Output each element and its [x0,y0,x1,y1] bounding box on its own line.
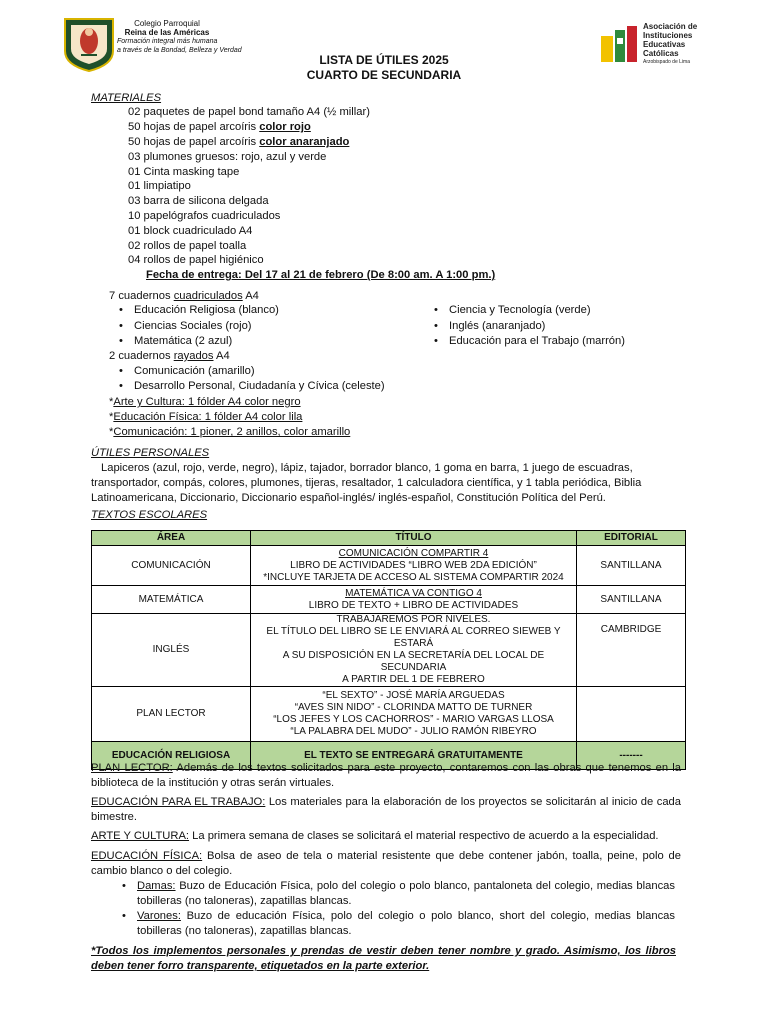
list-item: 02 paquetes de papel bond tamaño A4 (½ millar) [128,106,370,118]
school-name-line: Reina de las Américas [124,28,210,37]
cuadernos-rayados: 2 cuadernos rayados A4 [109,350,230,362]
title-cell: MATEMÁTICA VA CONTIGO 4 LIBRO DE TEXTO + LIBRO DE ACTIVIDADES [251,586,577,614]
list-item: • Desarrollo Personal, Ciudadanía y Cívica (celeste) [134,379,385,394]
area-cell: EDUCACIÓN RELIGIOSA [92,742,251,770]
editorial-cell: ------- [577,742,686,770]
list-item: 50 hojas de papel arcoíris color rojo [128,121,311,133]
note-varones: • Varones: Buzo de educación Física, polo del colegio o polo blanco, short del colegio, medias blancas tobilleras (no taloneras), zapatillas blancas. [137,909,675,939]
table-header-row [92,531,686,546]
association-logo [601,22,709,66]
title-cell: EL TEXTO SE ENTREGARÁ GRATUITAMENTE [251,742,577,770]
association-mark-icon [601,26,639,64]
column-header: ÁREA [92,531,251,546]
assoc-line: Católicas [643,49,679,58]
list-item: 01 block cuadriculado A4 [128,225,253,237]
note-damas: • Damas: Buzo de Educación Física, polo del colegio o polo blanco, pantaloneta del colegio, medias blancas tobilleras (no taloneras), zapatillas blancas. [137,879,675,909]
note-fisica: EDUCACIÓN FÍSICA: Bolsa de aseo de tela o material resistente que debe contener jabón, toalla, peine, polo de cambio blanco o del colegio. [91,850,682,877]
list-item: • Ciencia y Tecnología (verde) [449,303,591,318]
personales-line: transportador, compás, colores, plumones, tijeras, resaltador, 1 calculadora científica, y 1 tabla periódica, Biblia [91,477,642,489]
list-item: 10 papelógrafos cuadriculados [128,210,281,222]
title-cell: COMUNICACIÓN COMPARTIR 4 LIBRO DE ACTIVIDADES “LIBRO WEB 2DA EDICIÓN” *INCLUYE TARJETA DE ACCESO AL SISTEMA COMPARTIR 2024 [251,546,577,586]
list-item: 03 plumones gruesos: rojo, azul y verde [128,151,327,163]
textbooks-table [91,530,686,770]
folder-note: *Comunicación: 1 pioner, 2 anillos, color amarillo [109,426,351,438]
personales-heading: ÚTILES PERSONALES [91,447,210,459]
list-item: 50 hojas de papel arcoíris color anaranjado [128,136,350,148]
assoc-line: Instituciones [643,31,693,40]
title-cell: TRABAJAREMOS POR NIVELES. EL TÍTULO DEL LIBRO SE LE ENVIARÁ AL CORREO SIEWEB Y ESTARÁ A SU DISPOSICIÓN EN LA SECRETARÍA DEL LOCAL DE SECUNDARIA A PARTIR DEL 1 DE FEBRERO [251,614,577,687]
area-cell: INGLÉS [92,614,251,687]
list-item: • Ciencias Sociales (rojo) [134,319,252,334]
list-item: 04 rollos de papel higiénico [128,254,264,266]
table-row [92,546,686,586]
folder-note: *Arte y Cultura: 1 fólder A4 color negro [109,396,301,408]
list-item: 01 limpiatipo [128,180,191,192]
note-trabajo: EDUCACIÓN PARA EL TRABAJO: Los materiales para la elaboración de los proyectos se solicitarán al inicio de cada bimestre. [91,796,681,823]
list-item: • Inglés (anaranjado) [449,319,545,334]
assoc-line: Educativas [643,40,686,49]
editorial-cell [577,687,686,742]
list-item: 01 Cinta masking tape [128,166,240,178]
list-item: 02 rollos de papel toalla [128,240,247,252]
list-item: • Educación Religiosa (blanco) [134,303,279,318]
list-item: • Educación para el Trabajo (marrón) [449,334,625,349]
note-plan-lector: PLAN LECTOR: Además de los textos solicitados para este proyecto, contaremos con las obras que tenemos en la biblioteca de la institución y otras serán virtuales. [91,762,681,789]
column-header: TÍTULO [251,531,577,546]
school-motto: Formación integral más humana [117,38,218,45]
delivery-date: Fecha de entrega: Del 17 al 21 de febrero (De 8:00 am. A 1:00 pm.) [146,269,496,281]
assoc-line: Asociación de [643,22,698,31]
personales-line: Latinoamericana, Diccionario, Diccionario español-inglés/ inglés-español, Constitución Política del Perú. [91,492,606,504]
assoc-line: Arzobispado de Lima [643,59,690,65]
editorial-cell: SANTILLANA [577,586,686,614]
area-cell: PLAN LECTOR [92,687,251,742]
materiales-heading: MATERIALES [91,92,162,104]
title-line-1: LISTA DE ÚTILES 2025 [319,53,449,67]
cuadernos-cuadriculados: 7 cuadernos cuadriculados A4 [109,290,259,302]
table-row [92,586,686,614]
school-motto: a través de la Bondad, Belleza y Verdad [117,47,242,54]
list-item: 03 barra de silicona delgada [128,195,269,207]
column-header: EDITORIAL [577,531,686,546]
list-item: • Comunicación (amarillo) [134,364,255,379]
folder-note: *Educación Física: 1 fólder A4 color lila [109,411,303,423]
list-item: • Matemática (2 azul) [134,334,232,349]
editorial-cell: SANTILLANA [577,546,686,586]
table-row [92,687,686,742]
textos-heading: TEXTOS ESCOLARES [91,509,208,521]
school-name-line: Colegio Parroquial [134,19,200,28]
title-line-2: CUARTO DE SECUNDARIA [306,68,462,82]
editorial-cell: CAMBRIDGE [577,614,686,687]
personales-line: Lapiceros (azul, rojo, verde, negro), lápiz, tajador, borrador blanco, 1 goma en barra, 1 juego de escuadras, [101,462,633,474]
table-row [92,614,686,687]
title-cell: “EL SEXTO” - JOSÉ MARÍA ARGUEDAS “AVES SIN NIDO” - CLORINDA MATTO DE TURNER “LOS JEFES Y LOS CACHORROS” - MARIO VARGAS LLOSA “LA PALABRA DEL MUDO” - JULIO RAMÓN RIBEYRO [251,687,577,742]
area-cell: MATEMÁTICA [92,586,251,614]
area-cell: COMUNICACIÓN [92,546,251,586]
school-name-block [117,19,242,55]
note-arte: ARTE Y CULTURA: La primera semana de clases se solicitará el material respectivo de acuerdo a la especialidad. [91,830,659,842]
final-note: *Todos los implementos personales y prendas de vestir deben tener nombre y grado. Asimismo, los libros deben tener forro transparente, etiquetados en la parte exterior. [91,945,676,972]
